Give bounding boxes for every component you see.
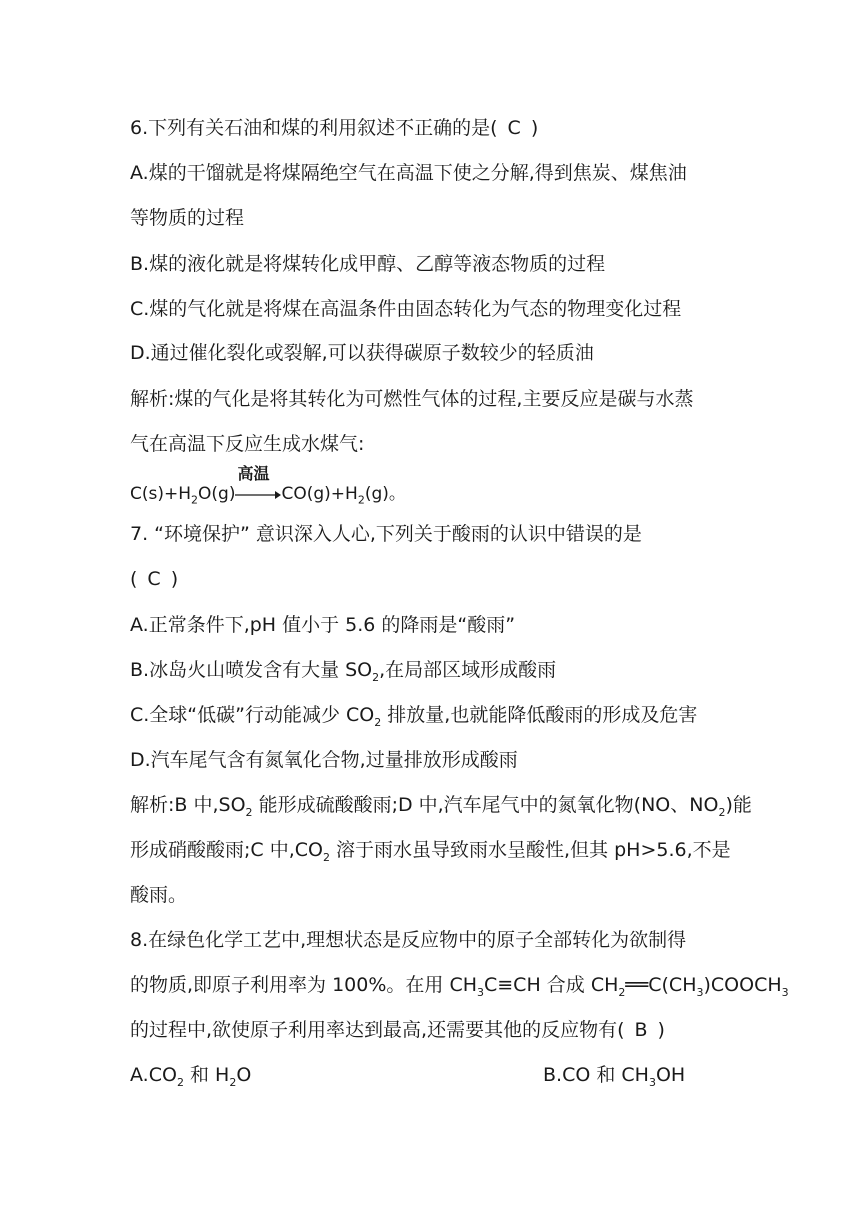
q6-explanation-line2: 气在高温下反应生成水煤气: xyxy=(130,433,365,455)
q8-stem3-text: 的过程中,欲使原子利用率达到最高,还需要其他的反应物有( xyxy=(130,1019,625,1041)
q6-answer: C xyxy=(507,117,521,139)
q6-option-c: C.煤的气化就是将煤在高温条件由固态转化为气态的物理变化过程 xyxy=(130,298,682,320)
q8-a-mid: 和 H xyxy=(183,1064,230,1086)
q7-b-sub: 2 xyxy=(372,670,380,684)
q6-close: ) xyxy=(530,117,539,139)
q6-option-a-line2: 等物质的过程 xyxy=(130,207,245,229)
eq-left: C(s)+H xyxy=(130,484,192,504)
q8-a-sub2: 2 xyxy=(229,1075,237,1089)
q8-option-b xyxy=(543,1063,685,1095)
q7-exp1-a: 解析:B 中,SO xyxy=(130,794,246,816)
q8-b-pre: B.CO 和 CH xyxy=(543,1064,649,1086)
q7-option-a: A.正常条件下,pH 值小于 5.6 的降雨是“酸雨” xyxy=(130,614,516,636)
q7-exp1-c: )能 xyxy=(725,794,752,816)
q6-option-d: D.通过催化裂化或裂解,可以获得碳原子数较少的轻质油 xyxy=(130,342,594,364)
q7-b-post: ,在局部区域形成酸雨 xyxy=(379,659,557,681)
q7-close: ) xyxy=(170,568,179,590)
q8-option-a xyxy=(130,1063,251,1095)
q8-answer: B xyxy=(634,1019,648,1041)
q8-stem-line3 xyxy=(130,1018,665,1042)
q8-stem2-s1: 3 xyxy=(477,985,484,999)
q8-b-post: OH xyxy=(655,1064,686,1086)
q7-exp1-s2: 2 xyxy=(718,805,726,819)
eq-right: CO(g)+H xyxy=(281,484,358,504)
q8-a-pre: A.CO xyxy=(130,1064,177,1086)
q7-explanation-line3: 酸雨。 xyxy=(130,884,188,906)
q7-exp1-s1: 2 xyxy=(245,805,253,819)
q8-b-sub: 3 xyxy=(648,1075,656,1089)
q7-c-sub: 2 xyxy=(374,715,382,729)
reaction-condition: 高温 xyxy=(237,464,270,483)
q8-a-post: O xyxy=(236,1064,252,1086)
q7-b-pre: B.冰岛火山喷发含有大量 SO xyxy=(130,659,373,681)
q7-c-pre: C.全球“低碳”行动能减少 CO xyxy=(130,704,375,726)
q8-stem2-s3: 3 xyxy=(696,985,704,999)
reaction-arrow xyxy=(235,464,281,504)
q8-close: ) xyxy=(657,1019,665,1041)
q6-option-a-line1: A.煤的干馏就是将煤隔绝空气在高温下使之分解,得到焦炭、煤焦油 xyxy=(130,162,687,184)
eq-sub2: 2 xyxy=(357,493,365,507)
q7-explanation-line2 xyxy=(130,838,731,870)
eq-end: (g)。 xyxy=(364,484,406,504)
q7-option-c xyxy=(130,703,697,735)
q6-explanation-line1: 解析:煤的气化是将其转化为可燃性气体的过程,主要反应是碳与水蒸 xyxy=(130,388,694,410)
q7-stem: 7. “环境保护” 意识深入人心,下列关于酸雨的认识中错误的是 xyxy=(130,523,642,545)
q8-stem2-c: ══C(CH xyxy=(625,974,697,996)
q8-stem2-s4: 3 xyxy=(781,985,789,999)
eq-mid: O(g) xyxy=(198,484,236,504)
q8-stem2-s2: 2 xyxy=(618,985,626,999)
q7-option-d: D.汽车尾气含有氮氧化合物,过量排放形成酸雨 xyxy=(130,749,518,771)
q7-exp2-s1: 2 xyxy=(322,850,330,864)
q8-a-sub: 2 xyxy=(176,1075,184,1089)
q8-stem-line1: 8.在绿色化学工艺中,理想状态是反应物中的原子全部转化为欲制得 xyxy=(130,929,687,951)
q7-exp1-b: 能形成硫酸酸雨;D 中,汽车尾气中的氮氧化物(NO、NO xyxy=(252,794,719,816)
q7-c-post: 排放量,也就能降低酸雨的形成及危害 xyxy=(381,704,698,726)
eq-sub1: 2 xyxy=(191,493,199,507)
q7-exp2-a: 形成硝酸酸雨;C 中,CO xyxy=(130,839,323,861)
q6-option-b: B.煤的液化就是将煤转化成甲醇、乙醇等液态物质的过程 xyxy=(130,253,606,275)
q8-stem2-a: 的物质,即原子利用率为 100%。在用 CH xyxy=(130,974,477,996)
q8-stem2-b: C≡CH 合成 CH xyxy=(484,974,619,996)
q8-stem2-d: )COOCH xyxy=(703,974,782,996)
q6-stem xyxy=(130,116,538,140)
q7-answer-line xyxy=(130,567,178,591)
q7-option-b xyxy=(130,658,556,690)
q6-stem-text: 6.下列有关石油和煤的利用叙述不正确的是( xyxy=(130,117,498,139)
q6-equation xyxy=(130,464,406,512)
q8-stem-line2 xyxy=(130,973,789,1005)
q7-answer: C xyxy=(147,568,161,590)
q7-open: ( xyxy=(130,568,138,590)
arrow-icon xyxy=(235,490,281,500)
q7-exp2-b: 溶于雨水虽导致雨水呈酸性,但其 pH>5.6,不是 xyxy=(329,839,731,861)
q7-explanation-line1 xyxy=(130,793,752,825)
